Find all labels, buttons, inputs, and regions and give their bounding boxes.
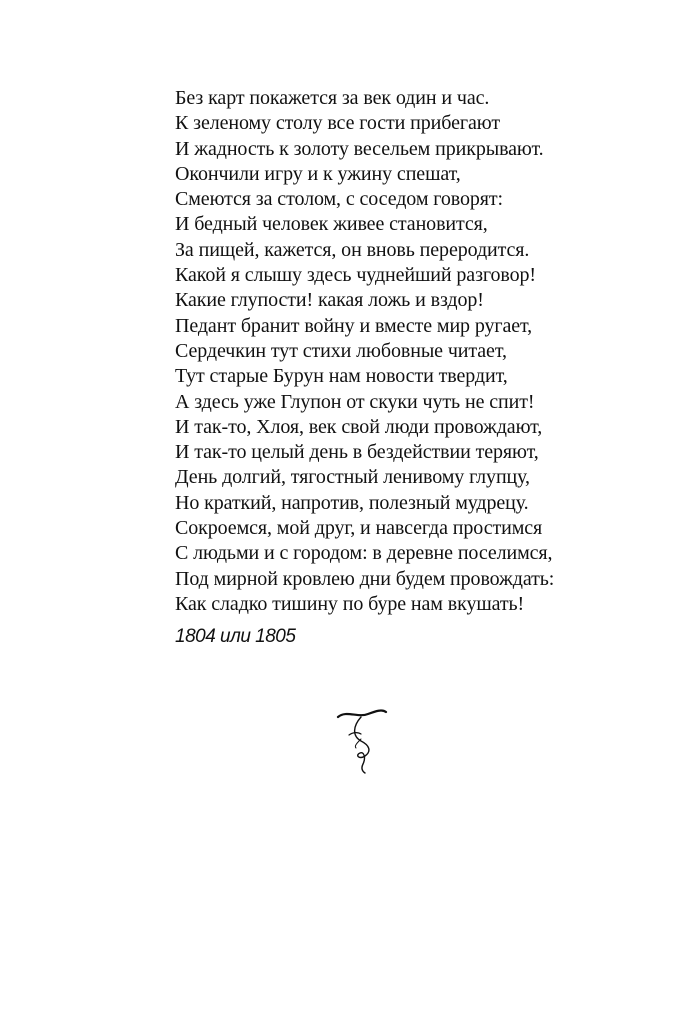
poem-line: День долгий, тягостный ленивому глупцу, [175, 466, 530, 489]
poem-line: Без карт покажется за век один и час. [175, 87, 490, 109]
calligraphic-flourish-icon [336, 708, 388, 774]
poem-stanza [175, 86, 554, 617]
poem-line: Окончили игру и к ужину спешат, [175, 162, 461, 185]
poem-line: С людьми и с городом: в деревне поселимся, [175, 542, 553, 565]
poem-line: И бедный человек живее становится, [175, 213, 488, 236]
poem-line: Педант бранит войну и вместе мир ругает, [175, 314, 533, 337]
poem-date: 1804 или 1805 [175, 626, 296, 647]
poem-line: Под мирной кровлею дни будем провождать: [175, 567, 555, 590]
poem-line: Тут старые Бурун нам новости твердит, [175, 365, 508, 388]
poem-line: Как сладко тишину по буре нам вкушать! [175, 592, 525, 615]
poem-line: Но краткий, напротив, полезный мудрецу. [175, 491, 529, 514]
poem-line: Сердечкин тут стихи любовные читает, [175, 339, 507, 362]
poem-line: И так-то, Хлоя, век свой люди провождают, [175, 415, 543, 438]
poem-line: А здесь уже Глупон от скуки чуть не спит! [175, 390, 535, 413]
poem-line: К зеленому столу все гости прибегают [175, 112, 500, 135]
poem-line: И жадность к золоту весельем прикрывают. [175, 137, 544, 160]
poem-line: Какие глупости! какая ложь и вздор! [175, 289, 484, 312]
poem-line: Сокроемся, мой друг, и навсегда простимся [175, 517, 543, 540]
poem-line: Какой я слышу здесь чуднейший разговор! [175, 264, 536, 287]
poem-line: Смеются за столом, с соседом говорят: [175, 188, 503, 211]
poem-line: И так-то целый день в бездействии теряют, [175, 441, 539, 464]
poem-line: За пищей, кажется, он вновь переродится. [175, 238, 530, 261]
